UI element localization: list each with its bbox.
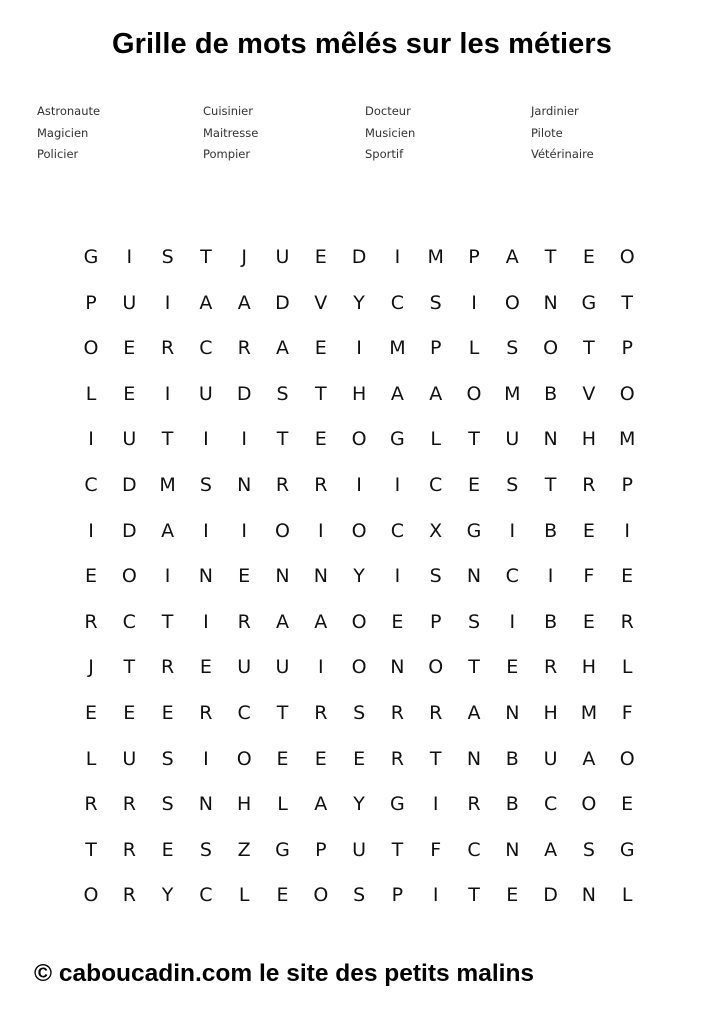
grid-cell: P	[429, 337, 442, 360]
grid-cell: H	[237, 793, 252, 816]
grid-cell: R	[429, 702, 443, 724]
grid-cell: I	[394, 246, 401, 268]
grid-cell: Y	[353, 291, 365, 314]
grid-cell: D	[121, 474, 137, 496]
grid-cell: O	[466, 382, 482, 405]
grid-cell: E	[314, 337, 327, 360]
grid-cell: R	[467, 793, 481, 816]
grid-cell: T	[276, 702, 289, 724]
grid-cell: C	[199, 337, 213, 360]
grid-cell: G	[390, 428, 405, 451]
grid-cell: E	[123, 337, 136, 360]
grid-cell: E	[199, 656, 212, 679]
grid-cell: C	[505, 565, 519, 588]
grid-cell: T	[429, 747, 442, 770]
grid-cell: T	[468, 656, 480, 679]
grid-cell: B	[544, 610, 558, 633]
grid-cell: B	[544, 382, 558, 405]
grid-cell: E	[621, 565, 634, 588]
grid-cell: H	[543, 702, 558, 724]
grid-cell: O	[351, 610, 367, 633]
grid-cell: R	[122, 793, 136, 816]
grid-cell: N	[198, 793, 213, 816]
grid-cell: E	[582, 246, 595, 268]
grid-cell: E	[621, 793, 634, 816]
grid-cell: I	[203, 747, 209, 770]
grid-cell: A	[582, 747, 596, 770]
grid-cell: N	[466, 747, 482, 770]
grid-cell: U	[122, 291, 137, 314]
grid-cell: I	[88, 428, 94, 451]
grid-cell: S	[353, 884, 366, 907]
grid-cell: P	[468, 246, 480, 268]
grid-cell: M	[427, 246, 444, 268]
grid-cell: O	[351, 519, 367, 542]
grid-cell: C	[237, 702, 251, 724]
grid-cell: I	[241, 519, 247, 542]
grid-cell: H	[351, 382, 367, 405]
grid-cell: O	[351, 428, 367, 451]
grid-cell: P	[315, 838, 327, 861]
grid-cell: I	[624, 519, 630, 542]
grid-cell: M	[389, 337, 406, 360]
grid-cell: J	[88, 656, 94, 679]
page-title: Grille de mots mêlés sur les métiers	[111, 28, 613, 60]
grid-cell: O	[83, 884, 99, 907]
grid-cell: E	[582, 519, 595, 542]
grid-cell: E	[391, 610, 404, 633]
grid-cell: U	[505, 428, 520, 451]
grid-cell: O	[83, 337, 99, 360]
grid-cell: C	[467, 838, 481, 861]
word-list-item: Policier	[37, 147, 79, 161]
grid-cell: N	[543, 291, 558, 314]
word-list-item: Jardinier	[531, 104, 579, 118]
grid-cell: I	[203, 428, 209, 451]
grid-cell: E	[84, 702, 97, 724]
grid-cell: S	[353, 702, 366, 724]
grid-cell: V	[582, 382, 596, 405]
grid-cell: O	[504, 291, 520, 314]
grid-cell: I	[164, 565, 171, 588]
grid-cell: P	[391, 884, 404, 907]
grid-cell: N	[198, 565, 213, 588]
grid-cell: R	[160, 656, 175, 679]
grid-cell: A	[276, 610, 289, 633]
word-list-item: Magicien	[37, 125, 89, 140]
grid-cell: T	[544, 474, 557, 496]
grid-cell: R	[620, 610, 634, 633]
grid-cell: L	[468, 337, 480, 360]
grid-cell: I	[126, 246, 133, 268]
grid-cell: S	[506, 474, 519, 496]
grid-cell: F	[583, 565, 595, 588]
grid-cell: U	[122, 428, 137, 451]
grid-cell: U	[237, 656, 252, 679]
grid-cell: D	[121, 519, 137, 542]
grid-cell: U	[198, 382, 213, 405]
word-list-item: Docteur	[365, 104, 411, 118]
grid-cell: E	[123, 382, 136, 405]
grid-cell: R	[199, 702, 213, 724]
grid-cell: D	[543, 884, 558, 907]
grid-cell: O	[121, 565, 137, 588]
grid-cell: E	[161, 838, 174, 861]
grid-cell: S	[582, 838, 595, 861]
grid-cell: L	[277, 793, 288, 816]
grid-cell: N	[466, 565, 482, 588]
grid-cell: A	[390, 382, 404, 405]
grid-cell: S	[429, 291, 442, 314]
grid-cell: I	[356, 337, 362, 360]
grid-cell: R	[122, 838, 136, 861]
grid-cell: E	[314, 246, 327, 268]
grid-cell: R	[543, 656, 558, 679]
grid-cell: T	[85, 838, 97, 861]
grid-cell: T	[161, 428, 174, 451]
grid-cell: T	[123, 656, 136, 679]
grid-cell: S	[161, 793, 174, 816]
word-list-item: Maitresse	[203, 125, 259, 140]
word-list-item: Pompier	[203, 147, 251, 161]
grid-cell: Z	[237, 838, 251, 861]
grid-cell: F	[621, 702, 633, 724]
grid-cell: L	[85, 747, 97, 770]
grid-cell: I	[509, 610, 516, 633]
grid-cell: A	[237, 291, 251, 314]
grid-cell: I	[317, 519, 324, 542]
grid-cell: Y	[353, 565, 365, 588]
grid-cell: I	[394, 565, 401, 588]
grid-cell: N	[581, 884, 596, 907]
grid-cell: O	[619, 246, 635, 268]
grid-cell: R	[237, 610, 251, 633]
grid-cell: G	[83, 246, 99, 268]
grid-cell: O	[543, 337, 559, 360]
grid-cell: S	[467, 610, 481, 633]
grid-cell: I	[164, 382, 171, 405]
grid-cell: L	[85, 382, 97, 405]
grid-cell: R	[160, 337, 175, 360]
grid-cell: O	[351, 656, 367, 679]
grid-cell: I	[432, 793, 439, 816]
grid-cell: I	[241, 428, 247, 451]
grid-cell: B	[505, 747, 519, 770]
word-list-item: Astronaute	[37, 104, 101, 118]
grid-cell: U	[543, 747, 558, 770]
grid-cell: E	[506, 884, 519, 907]
word-list-item: Vétérinaire	[531, 147, 594, 161]
grid-cell: A	[314, 793, 328, 816]
grid-cell: T	[161, 610, 174, 633]
grid-cell: O	[275, 519, 290, 542]
grid-cell: D	[236, 382, 252, 405]
grid-cell: S	[161, 747, 174, 770]
grid-cell: C	[84, 474, 98, 496]
grid-cell: E	[353, 747, 366, 770]
grid-cell: E	[161, 702, 174, 724]
grid-cell: M	[618, 428, 636, 451]
grid-cell: L	[238, 884, 250, 907]
grid-cell: A	[199, 291, 213, 314]
grid-cell: I	[203, 610, 209, 633]
grid-cell: F	[430, 838, 442, 861]
grid-cell: E	[84, 565, 97, 588]
grid-cell: N	[505, 838, 520, 861]
grid-cell: A	[505, 246, 519, 268]
grid-cell: L	[621, 656, 633, 679]
grid-cell: S	[199, 474, 212, 496]
grid-cell: M	[504, 382, 521, 405]
grid-cell: R	[314, 474, 328, 496]
grid-cell: M	[580, 702, 598, 724]
grid-cell: J	[241, 246, 247, 268]
grid-cell: T	[314, 382, 327, 405]
grid-cell: I	[394, 474, 401, 496]
grid-cell: A	[276, 337, 289, 360]
grid-cell: T	[544, 246, 557, 268]
grid-cell: T	[468, 428, 480, 451]
grid-cell: R	[122, 884, 136, 907]
grid-cell: V	[314, 291, 328, 314]
grid-cell: N	[543, 428, 558, 451]
grid-cell: I	[432, 884, 439, 907]
grid-cell: A	[314, 610, 328, 633]
grid-cell: G	[466, 519, 482, 542]
grid-cell: G	[390, 793, 405, 816]
grid-cell: N	[313, 565, 328, 588]
grid-cell: O	[428, 656, 444, 679]
grid-cell: H	[581, 428, 597, 451]
grid-cell: R	[314, 702, 328, 724]
grid-cell: E	[276, 747, 289, 770]
grid-cell: C	[543, 793, 558, 816]
grid-cell: R	[84, 610, 98, 633]
grid-cell: R	[390, 702, 404, 724]
grid-cell: R	[275, 474, 290, 496]
grid-cell: P	[85, 291, 97, 314]
grid-cell: T	[276, 428, 289, 451]
grid-cell: T	[583, 337, 595, 360]
grid-cell: N	[390, 656, 405, 679]
grid-cell: S	[276, 382, 289, 405]
grid-cell: C	[199, 884, 213, 907]
grid-cell: R	[84, 793, 98, 816]
grid-cell: L	[430, 428, 441, 451]
grid-cell: O	[619, 747, 635, 770]
grid-cell: I	[317, 656, 324, 679]
grid-cell: N	[237, 474, 252, 496]
grid-cell: L	[621, 884, 633, 907]
grid-cell: E	[314, 428, 327, 451]
grid-cell: U	[122, 747, 137, 770]
grid-cell: N	[275, 565, 290, 588]
grid-cell: Y	[161, 884, 174, 907]
grid-cell: C	[390, 291, 405, 314]
grid-cell: C	[122, 610, 136, 633]
grid-cell: I	[471, 291, 477, 314]
grid-cell: P	[429, 610, 442, 633]
grid-cell: N	[505, 702, 520, 724]
grid-cell: E	[506, 656, 519, 679]
word-list-item: Pilote	[531, 125, 563, 140]
grid-cell: X	[429, 519, 443, 542]
grid-cell: E	[314, 747, 327, 770]
grid-cell: S	[199, 838, 212, 861]
grid-cell: E	[467, 474, 480, 496]
word-list-item: Musicien	[365, 125, 416, 140]
grid-cell: R	[390, 747, 404, 770]
grid-cell: I	[203, 519, 209, 542]
grid-cell: B	[544, 519, 558, 542]
grid-cell: T	[200, 246, 212, 268]
grid-cell: C	[429, 474, 443, 496]
grid-cell: G	[581, 291, 597, 314]
grid-cell: R	[237, 337, 251, 360]
grid-cell: U	[352, 838, 367, 861]
grid-cell: E	[123, 702, 136, 724]
word-list-item: Cuisinier	[203, 104, 253, 118]
grid-cell: O	[619, 382, 635, 405]
grid-cell: P	[621, 474, 633, 496]
grid-cell: I	[547, 565, 554, 588]
grid-cell: D	[275, 291, 290, 314]
grid-cell: P	[621, 337, 633, 360]
grid-cell: E	[582, 610, 595, 633]
grid-cell: S	[161, 246, 174, 268]
grid-cell: H	[581, 656, 597, 679]
grid-cell: I	[356, 474, 362, 496]
grid-cell: I	[88, 519, 94, 542]
grid-cell: G	[619, 838, 635, 861]
grid-cell: E	[238, 565, 251, 588]
word-list-item: Sportif	[365, 147, 404, 161]
grid-cell: Y	[353, 793, 365, 816]
grid-cell: U	[275, 656, 290, 679]
footer-credit: © caboucadin.com le site des petits malins	[34, 960, 535, 987]
grid-cell: A	[467, 702, 481, 724]
grid-cell: S	[429, 565, 442, 588]
grid-cell: C	[390, 519, 405, 542]
grid-cell: O	[236, 747, 252, 770]
grid-cell: T	[468, 884, 480, 907]
grid-cell: S	[506, 337, 519, 360]
grid-cell: G	[275, 838, 290, 861]
grid-cell: I	[164, 291, 171, 314]
grid-cell: I	[509, 519, 516, 542]
grid-cell: D	[351, 246, 367, 268]
grid-cell: A	[429, 382, 443, 405]
grid-cell: E	[276, 884, 289, 907]
grid-cell: A	[544, 838, 558, 861]
grid-cell: R	[582, 474, 596, 496]
grid-cell: U	[275, 246, 290, 268]
grid-cell: B	[505, 793, 519, 816]
grid-cell: T	[391, 838, 404, 861]
grid-cell: T	[621, 291, 633, 314]
grid-cell: O	[313, 884, 329, 907]
grid-cell: M	[159, 474, 176, 496]
grid-cell: A	[161, 519, 175, 542]
grid-cell: O	[581, 793, 597, 816]
